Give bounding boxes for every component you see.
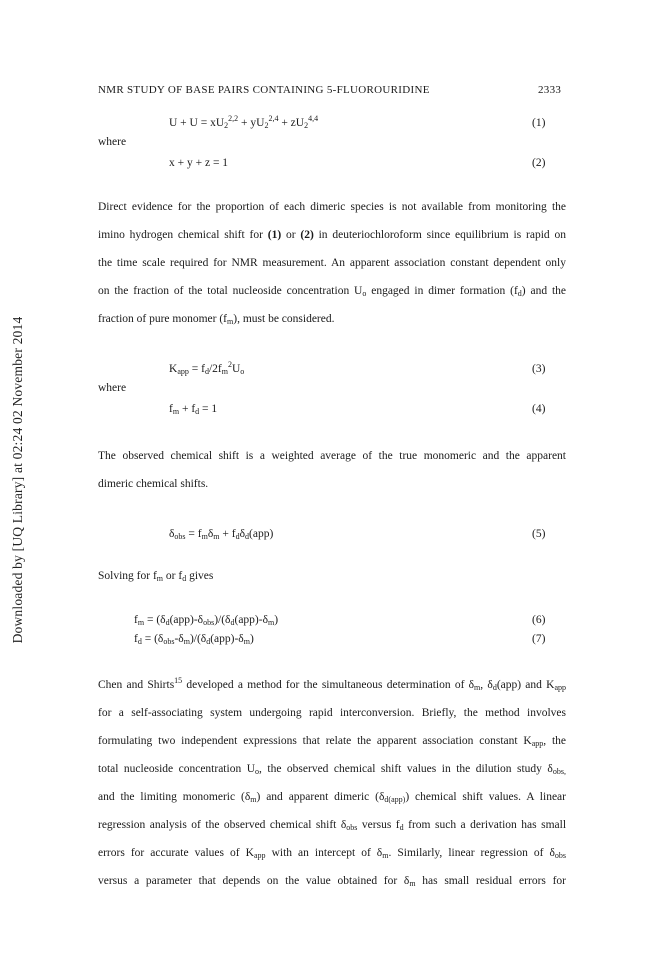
equation-7-number: (7) bbox=[532, 633, 546, 645]
para3-line8: versus a parameter that depends on the value obtained for $\delta_m$ has small residual errors for bbox=[98, 875, 566, 888]
para1-line4: on the fraction of the total nucleoside concentration $U_o$ engaged in dimer formation $(f_d)$ and the bbox=[98, 285, 566, 298]
para3-line1: Chen and Shirts$^{15}$ developed a method for the simultaneous determination of $\delta_m$, $\delta_d(app)$ and $K_{app}$ bbox=[98, 676, 566, 692]
equation-5-number: (5) bbox=[532, 528, 546, 540]
equation-3: $K_{app} = f_d/2f_m^2U_o$ bbox=[169, 360, 245, 376]
equation-6-number: (6) bbox=[532, 614, 546, 626]
para1-line1: Direct evidence for the proportion of each dimeric species is not available from monitoring the bbox=[98, 201, 566, 213]
equation-3-number: (3) bbox=[532, 363, 546, 375]
para2-line2: dimeric chemical shifts. bbox=[98, 478, 209, 490]
equation-1: $U + U = xU_2^{2,2} + yU_2^{2,4} + zU_2^{4,4}$ bbox=[169, 114, 319, 130]
where-label-2: where bbox=[98, 382, 127, 394]
para3-line4: total nucleoside concentration $U_o$, the observed chemical shift values in the dilution study $\delta_{obs,}$ bbox=[98, 763, 566, 776]
para1-line3: the time scale required for NMR measurement. An apparent association constant dependent only bbox=[98, 257, 566, 269]
equation-4: $f_m + f_d = 1$ bbox=[169, 403, 218, 416]
download-note: Downloaded by [UQ Library] at 02:24 02 November 2014 bbox=[10, 316, 25, 644]
equation-1-number: (1) bbox=[532, 117, 546, 129]
equation-2-number: (2) bbox=[532, 157, 546, 169]
equation-2: x + y + z = 1 bbox=[169, 157, 229, 169]
page-number: 2333 bbox=[538, 84, 562, 96]
where-label-1: where bbox=[98, 136, 127, 148]
para1-line2: imino hydrogen chemical shift for (1) or (2) in deuteriochloroform since equilibrium is rapid on bbox=[98, 229, 566, 241]
para3-line2: for a self-associating system undergoing rapid interconversion. Briefly, the method involves bbox=[98, 707, 566, 719]
solving-line: Solving for $f_m$ or $f_d$ gives bbox=[98, 570, 214, 583]
para3-line6: regression analysis of the observed chemical shift $\delta_{obs}$ versus $f_d$ from such a derivation has small bbox=[98, 819, 567, 832]
para3-line7: errors for accurate values of $K_{app}$ with an intercept of $\delta_m$. Similarly, linear regression of $\delta_{obs}$ bbox=[98, 847, 567, 860]
equation-6: $f_m = (\delta_d(app)-\delta_{obs})/(\delta_d(app)-\delta_m)$ bbox=[134, 614, 279, 627]
para3-line5: and the limiting monomeric $(\delta_m)$ and apparent dimeric $(\delta_{d(app)})$ chemical shift values. A linear bbox=[98, 791, 566, 804]
equation-5: $\delta_{obs} = f_m\delta_m + f_d\delta_d(app)$ bbox=[169, 528, 274, 541]
equation-7: $f_d = (\delta_{obs}-\delta_m)/(\delta_d(app)-\delta_m)$ bbox=[134, 633, 254, 646]
para1-line5: fraction of pure monomer $(f_m)$, must be considered. bbox=[98, 313, 335, 326]
equation-4-number: (4) bbox=[532, 403, 546, 415]
para3-line3: formulating two independent expressions that relate the apparent association constant $K_{app}$, the bbox=[98, 735, 566, 748]
para2-line1: The observed chemical shift is a weighted average of the true monomeric and the apparent bbox=[98, 450, 566, 462]
running-title: NMR STUDY OF BASE PAIRS CONTAINING 5-FLUOROURIDINE bbox=[98, 84, 430, 96]
